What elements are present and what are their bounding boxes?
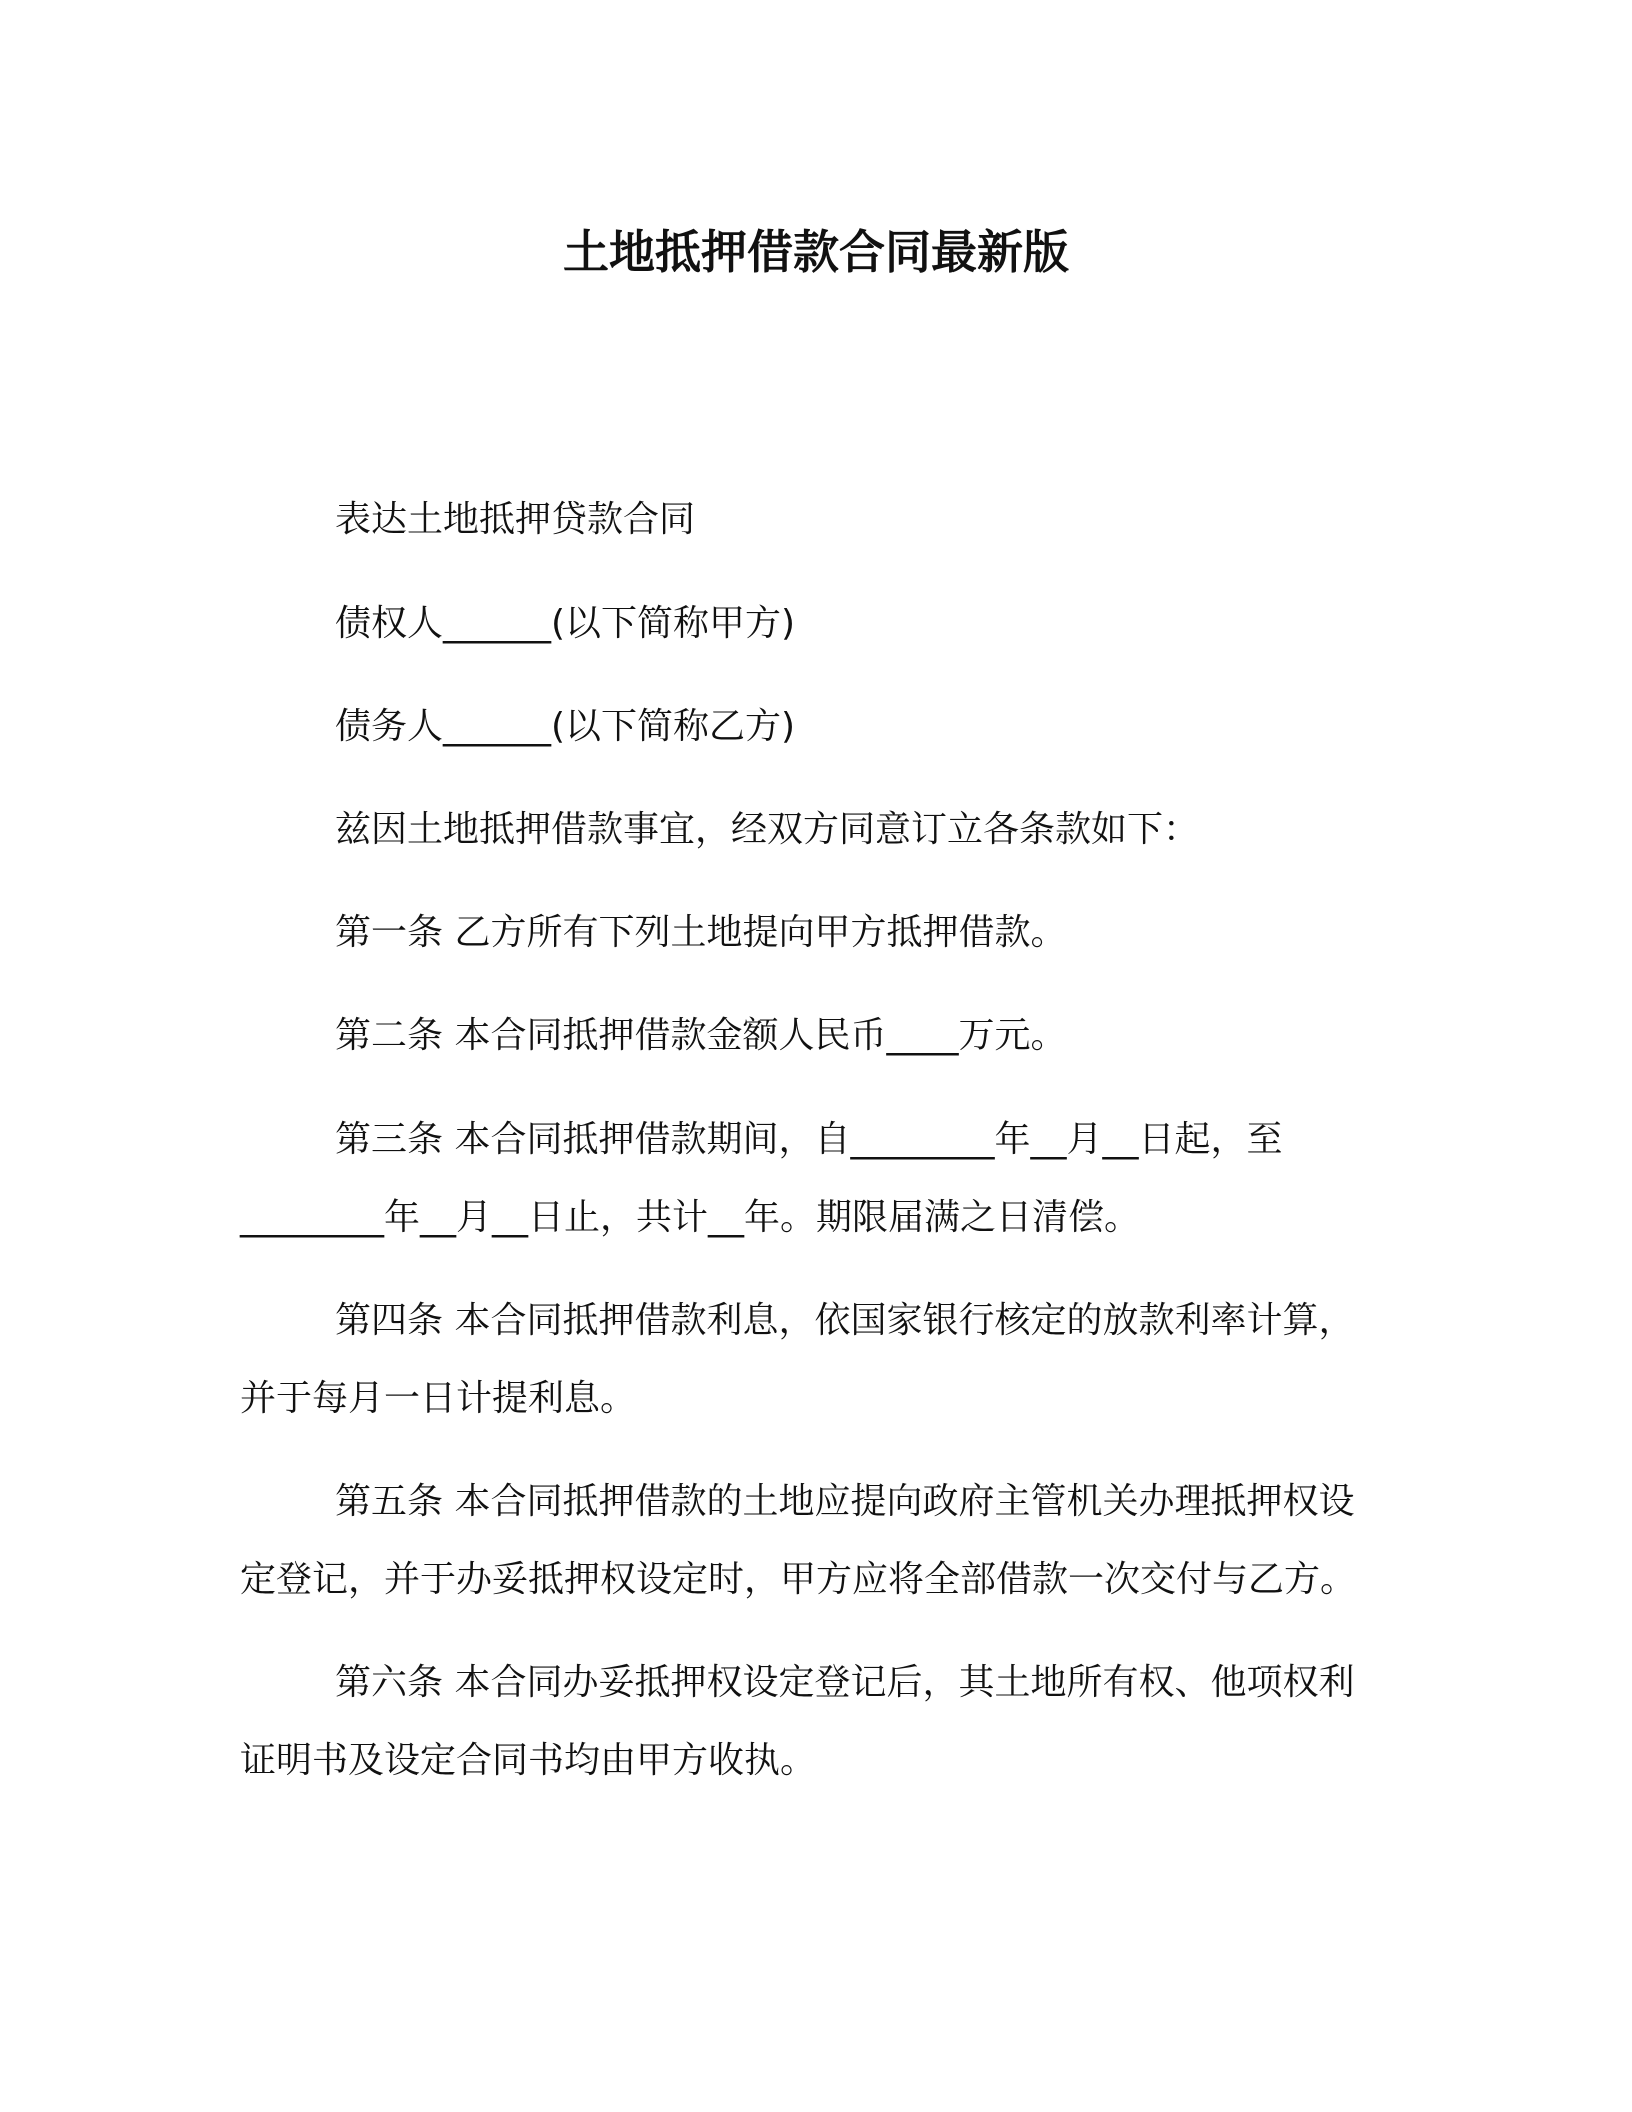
article-4-line-1: 第四条 本合同抵押借款利息，依国家银行核定的放款利率计算， xyxy=(335,1300,1355,1341)
article-3-line-1: 第三条 本合同抵押借款期间，自________年__月__日起，至 xyxy=(335,1119,1283,1160)
debtor-line: 债务人______(以下简称乙方) xyxy=(335,706,796,747)
creditor-line: 债权人______(以下简称甲方) xyxy=(335,603,796,644)
article-6-line-1: 第六条 本合同办妥抵押权设定登记后，其土地所有权、他项权利 xyxy=(335,1662,1355,1703)
article-5-line-1: 第五条 本合同抵押借款的土地应提向政府主管机关办理抵押权设 xyxy=(335,1481,1355,1522)
article-2: 第二条 本合同抵押借款金额人民币____万元。 xyxy=(335,1015,1067,1056)
article-3-line-2: ________年__月__日止，共计__年。期限届满之日清偿。 xyxy=(240,1197,1141,1238)
preamble-line: 兹因土地抵押借款事宜，经双方同意订立各条款如下： xyxy=(335,809,1200,850)
article-5-line-2: 定登记，并于办妥抵押权设定时，甲方应将全部借款一次交付与乙方。 xyxy=(240,1559,1357,1600)
contract-name-line: 表达土地抵押贷款合同 xyxy=(335,499,696,540)
article-4-line-2: 并于每月一日计提利息。 xyxy=(240,1378,637,1419)
article-1: 第一条 乙方所有下列土地提向甲方抵押借款。 xyxy=(335,912,1067,953)
article-6-line-2: 证明书及设定合同书均由甲方收执。 xyxy=(240,1740,817,1781)
document-title: 土地抵押借款合同最新版 xyxy=(563,225,1069,279)
